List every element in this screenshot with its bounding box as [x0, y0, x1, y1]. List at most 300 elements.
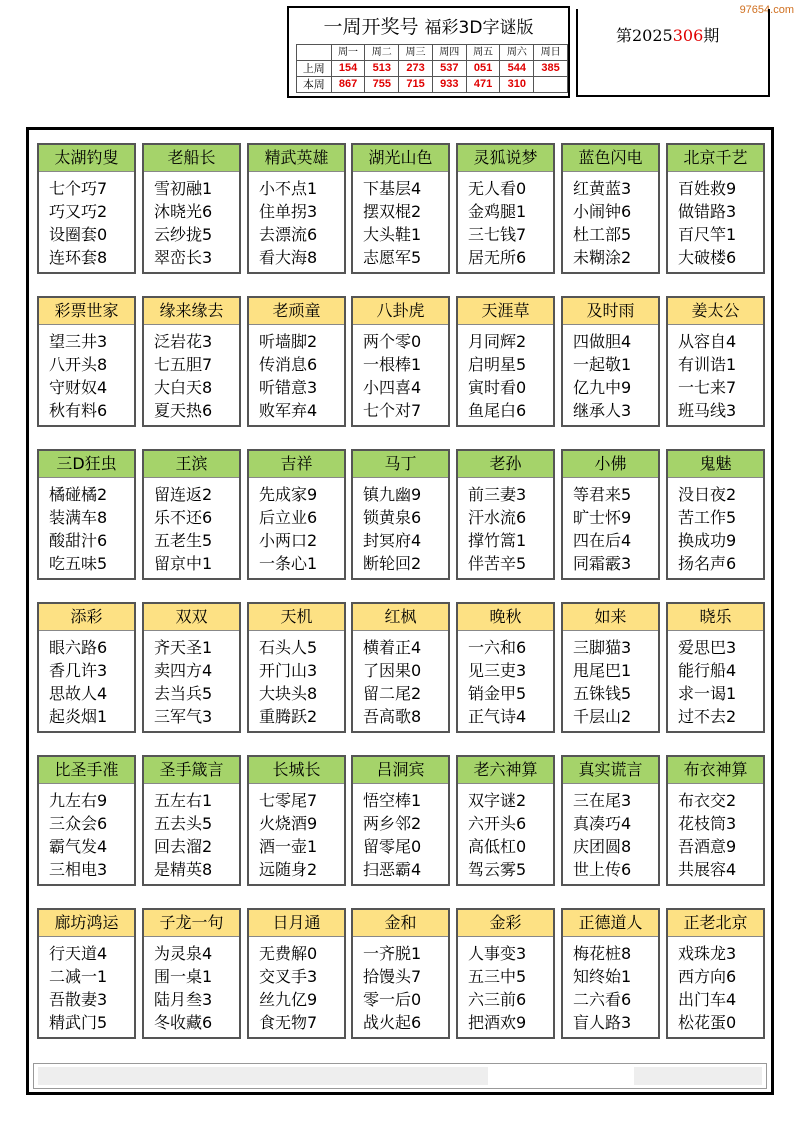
riddle-card [37, 602, 136, 733]
card-author-name: 金彩 [458, 910, 553, 937]
card-clue: 双字谜2 [468, 791, 527, 810]
card-clue: 行天道4 [49, 944, 108, 963]
card-clue: 去当兵5 [154, 684, 213, 703]
riddle-card [456, 296, 555, 427]
card-clue: 冬收藏6 [154, 1013, 213, 1032]
riddle-card [561, 908, 660, 1039]
card-clue-list [39, 631, 134, 728]
card-clue: 断轮回2 [363, 554, 422, 573]
card-clue: 正气诗4 [468, 707, 527, 726]
site-watermark: 97654.com [739, 4, 794, 16]
card-clue: 二减一1 [49, 967, 108, 986]
card-clue: 真凑巧4 [573, 814, 632, 833]
card-clue-list [144, 631, 239, 728]
card-clue-list [353, 478, 448, 575]
card-clue-list [353, 325, 448, 422]
card-clue-list [353, 172, 448, 269]
card-author-name: 长城长 [249, 757, 344, 784]
card-clue: 千层山2 [573, 707, 632, 726]
card-clue: 苦工作5 [678, 508, 737, 527]
card-author-name: 双双 [144, 604, 239, 631]
card-clue: 未糊涂2 [573, 248, 632, 267]
card-clue: 杜工部5 [573, 225, 632, 244]
card-clue: 五去头5 [154, 814, 213, 833]
draw-number: 715 [399, 77, 433, 93]
draw-number: 154 [331, 61, 365, 77]
header-title [289, 12, 568, 39]
day-header: 周日 [534, 45, 568, 61]
card-clue: 吃五味5 [49, 554, 108, 573]
card-author-name: 真实谎言 [563, 757, 658, 784]
header-subtitle: 福彩3D字谜版 [424, 18, 534, 38]
card-clue: 围一桌1 [154, 967, 213, 986]
card-clue-list [458, 172, 553, 269]
riddle-card [666, 449, 765, 580]
card-clue: 大头鞋1 [363, 225, 422, 244]
card-clue: 去漂流6 [259, 225, 318, 244]
card-author-name: 子龙一句 [144, 910, 239, 937]
card-clue: 红黄蓝3 [573, 179, 632, 198]
card-clue: 交叉手3 [259, 967, 318, 986]
riddle-card [351, 602, 450, 733]
card-clue: 松花蛋0 [678, 1013, 737, 1032]
card-clue: 留京中1 [154, 554, 213, 573]
card-clue: 丝九亿9 [259, 990, 318, 1009]
card-clue: 回去溜2 [154, 837, 213, 856]
issue-label [616, 23, 719, 46]
card-clue-list [249, 937, 344, 1034]
card-clue: 听墙脚2 [259, 332, 318, 351]
header-main-title: 一周开奖号 [323, 16, 419, 38]
card-clue-list [144, 172, 239, 269]
riddle-card [666, 143, 765, 274]
card-clue-list [563, 937, 658, 1034]
card-author-name: 缘来缘去 [144, 298, 239, 325]
issue-number-box [576, 9, 770, 97]
card-clue-list [563, 784, 658, 881]
card-clue-list [249, 631, 344, 728]
card-clue: 百尺竿1 [678, 225, 737, 244]
card-clue: 摆双棍2 [363, 202, 422, 221]
card-clue-list [563, 631, 658, 728]
card-author-name: 彩票世家 [39, 298, 134, 325]
card-clue: 班马线3 [678, 401, 737, 420]
riddle-card [456, 449, 555, 580]
card-clue: 大块头8 [259, 684, 318, 703]
card-clue: 香几许3 [49, 661, 108, 680]
card-author-name: 马丁 [353, 451, 448, 478]
row-label: 上周 [297, 61, 332, 77]
card-clue: 吾酒意9 [678, 837, 737, 856]
last-week-row [297, 61, 568, 77]
card-clue: 五铢钱5 [573, 684, 632, 703]
card-clue: 是精英8 [154, 860, 213, 879]
draw-number: 273 [399, 61, 433, 77]
card-clue: 眼六路6 [49, 638, 108, 657]
card-clue: 住单拐3 [259, 202, 318, 221]
card-clue: 战火起6 [363, 1013, 422, 1032]
card-clue: 封冥府4 [363, 531, 422, 550]
day-header: 周五 [466, 45, 500, 61]
card-clue: 有训诰1 [678, 355, 737, 374]
riddle-card [666, 296, 765, 427]
card-clue: 爱思巴3 [678, 638, 737, 657]
card-clue-list [458, 937, 553, 1034]
issue-prefix: 第2025 [616, 26, 673, 45]
card-clue-list [39, 937, 134, 1034]
day-header: 周六 [500, 45, 534, 61]
card-clue: 一根棒1 [363, 355, 422, 374]
card-clue: 橘碰橘2 [49, 485, 108, 504]
card-clue: 继承人3 [573, 401, 632, 420]
card-clue-list [668, 325, 763, 422]
card-clue-list [668, 784, 763, 881]
day-header: 周二 [365, 45, 399, 61]
card-author-name: 布衣神算 [668, 757, 763, 784]
card-author-name: 湖光山色 [353, 145, 448, 172]
card-author-name: 比圣手准 [39, 757, 134, 784]
card-clue-list [144, 784, 239, 881]
card-clue: 五左右1 [154, 791, 213, 810]
card-author-name: 吕洞宾 [353, 757, 448, 784]
footer-right-block [634, 1067, 762, 1085]
card-clue: 设圈套0 [49, 225, 108, 244]
card-clue: 做错路3 [678, 202, 737, 221]
draw-number: 537 [432, 61, 466, 77]
card-author-name: 添彩 [39, 604, 134, 631]
card-clue: 七零尾7 [259, 791, 318, 810]
card-author-name: 老顽童 [249, 298, 344, 325]
card-clue: 听错意3 [259, 378, 318, 397]
card-clue-list [563, 325, 658, 422]
day-header: 周四 [432, 45, 466, 61]
card-clue: 三脚猫3 [573, 638, 632, 657]
card-clue: 卖四方4 [154, 661, 213, 680]
card-author-name: 蓝色闪电 [563, 145, 658, 172]
card-clue: 等君来5 [573, 485, 632, 504]
card-author-name: 如来 [563, 604, 658, 631]
card-author-name: 王滨 [144, 451, 239, 478]
card-clue-list [563, 172, 658, 269]
riddle-card [666, 755, 765, 886]
card-clue: 无人看0 [468, 179, 527, 198]
card-clue: 扬名声6 [678, 554, 737, 573]
card-clue: 月同辉2 [468, 332, 527, 351]
card-clue-list [668, 937, 763, 1034]
card-clue: 四在后4 [573, 531, 632, 550]
card-clue: 酒一壶1 [259, 837, 318, 856]
card-clue: 鱼尾白6 [468, 401, 527, 420]
card-clue-list [39, 172, 134, 269]
card-clue: 七个巧7 [49, 179, 108, 198]
card-clue: 出门车4 [678, 990, 737, 1009]
card-clue: 销金甲5 [468, 684, 527, 703]
card-clue: 三七钱7 [468, 225, 527, 244]
card-clue: 把酒欢9 [468, 1013, 527, 1032]
card-clue: 高低杠0 [468, 837, 527, 856]
card-clue: 启明星5 [468, 355, 527, 374]
riddle-card [351, 908, 450, 1039]
issue-number: 306 [672, 26, 704, 45]
card-clue-list [39, 325, 134, 422]
card-clue: 乐不还6 [154, 508, 213, 527]
card-clue: 过不去2 [678, 707, 737, 726]
draw-number: 310 [500, 77, 534, 93]
card-clue: 镇九幽9 [363, 485, 422, 504]
card-clue-list [39, 784, 134, 881]
card-clue: 盲人路3 [573, 1013, 632, 1032]
card-clue-list [249, 784, 344, 881]
card-clue: 知终始1 [573, 967, 632, 986]
draw-number: 933 [432, 77, 466, 93]
card-author-name: 吉祥 [249, 451, 344, 478]
day-header: 周三 [399, 45, 433, 61]
card-clue: 石头人5 [259, 638, 318, 657]
card-clue: 大白天8 [154, 378, 213, 397]
card-author-name: 老六神算 [458, 757, 553, 784]
card-clue: 六开头6 [468, 814, 527, 833]
card-clue-list [563, 478, 658, 575]
riddle-card [247, 602, 346, 733]
riddle-card [561, 449, 660, 580]
card-clue: 泛岩花3 [154, 332, 213, 351]
draw-number: 755 [365, 77, 399, 93]
row-label: 本周 [297, 77, 332, 93]
card-clue: 换成功9 [678, 531, 737, 550]
riddle-card [456, 602, 555, 733]
card-clue: 两乡邻2 [363, 814, 422, 833]
card-clue: 亿九中9 [573, 378, 632, 397]
card-clue: 一条心1 [259, 554, 318, 573]
card-clue: 前三妻3 [468, 485, 527, 504]
card-clue: 为灵泉4 [154, 944, 213, 963]
draw-number: 385 [534, 61, 568, 77]
card-clue: 戏珠龙3 [678, 944, 737, 963]
card-clue-list [353, 784, 448, 881]
card-clue: 百姓救9 [678, 179, 737, 198]
card-author-name: 太湖钓叟 [39, 145, 134, 172]
riddle-card [142, 755, 241, 886]
riddle-card [142, 296, 241, 427]
card-author-name: 及时雨 [563, 298, 658, 325]
card-clue: 见三吏3 [468, 661, 527, 680]
card-clue: 撑竹篙1 [468, 531, 527, 550]
card-clue: 沐晓光6 [154, 202, 213, 221]
card-clue: 霸气发4 [49, 837, 108, 856]
draw-number: 051 [466, 61, 500, 77]
card-clue: 重腾跃2 [259, 707, 318, 726]
riddle-card [37, 449, 136, 580]
card-clue: 齐天圣1 [154, 638, 213, 657]
riddle-card [351, 296, 450, 427]
card-clue: 留零尾0 [363, 837, 422, 856]
card-clue: 了因果0 [363, 661, 422, 680]
riddle-card [142, 143, 241, 274]
card-clue: 留二尾2 [363, 684, 422, 703]
card-clue-list [249, 325, 344, 422]
riddle-card [247, 755, 346, 886]
card-clue: 庆团圆8 [573, 837, 632, 856]
card-author-name: 姜太公 [668, 298, 763, 325]
riddle-card [247, 296, 346, 427]
card-clue: 大破楼6 [678, 248, 737, 267]
card-author-name: 鬼魅 [668, 451, 763, 478]
card-clue: 无费解0 [259, 944, 318, 963]
card-clue-list [144, 325, 239, 422]
card-clue: 翠峦长3 [154, 248, 213, 267]
card-clue: 小不点1 [259, 179, 318, 198]
card-clue: 连环套8 [49, 248, 108, 267]
card-clue: 传消息6 [259, 355, 318, 374]
card-clue: 寅时看0 [468, 378, 527, 397]
card-clue: 三众会6 [49, 814, 108, 833]
card-author-name: 三D狂虫 [39, 451, 134, 478]
riddle-card [351, 755, 450, 886]
card-clue: 思故人4 [49, 684, 108, 703]
corner-cell [297, 45, 332, 61]
card-clue: 云纱拢5 [154, 225, 213, 244]
card-clue: 五老生5 [154, 531, 213, 550]
card-author-name: 老孙 [458, 451, 553, 478]
card-clue: 吾散妻3 [49, 990, 108, 1009]
this-week-row [297, 77, 568, 93]
card-clue-list [668, 172, 763, 269]
card-clue: 起炎烟1 [49, 707, 108, 726]
card-clue: 守财奴4 [49, 378, 108, 397]
card-clue-list [458, 325, 553, 422]
card-clue: 看大海8 [259, 248, 318, 267]
card-clue: 志愿军5 [363, 248, 422, 267]
table-header-row [297, 45, 568, 61]
card-clue-list [249, 478, 344, 575]
riddle-card [666, 602, 765, 733]
card-author-name: 日月通 [249, 910, 344, 937]
card-author-name: 小佛 [563, 451, 658, 478]
issue-suffix: 期 [703, 26, 720, 45]
draw-number: 513 [365, 61, 399, 77]
card-clue: 布衣交2 [678, 791, 737, 810]
card-clue: 下基层4 [363, 179, 422, 198]
card-clue: 一七来7 [678, 378, 737, 397]
card-clue: 金鸡腿1 [468, 202, 527, 221]
footer-bar [33, 1063, 767, 1089]
riddle-card [37, 755, 136, 886]
card-clue: 六三前6 [468, 990, 527, 1009]
card-clue: 陆月叁3 [154, 990, 213, 1009]
riddle-grid [26, 127, 774, 1095]
card-clue: 开门山3 [259, 661, 318, 680]
draw-results-table [296, 44, 568, 93]
card-clue: 三在尾3 [573, 791, 632, 810]
card-clue: 三相电3 [49, 860, 108, 879]
card-author-name: 天涯草 [458, 298, 553, 325]
card-clue: 小闹钟6 [573, 202, 632, 221]
card-author-name: 晓乐 [668, 604, 763, 631]
riddle-card [37, 296, 136, 427]
card-clue: 火烧酒9 [259, 814, 318, 833]
card-clue: 共展容4 [678, 860, 737, 879]
card-clue: 远随身2 [259, 860, 318, 879]
footer-left-block [38, 1067, 488, 1085]
weekly-draw-header [287, 6, 570, 98]
riddle-card [456, 755, 555, 886]
card-clue-list [39, 478, 134, 575]
card-clue: 先成家9 [259, 485, 318, 504]
card-clue: 伴苦辛5 [468, 554, 527, 573]
card-clue: 食无物7 [259, 1013, 318, 1032]
card-clue-list [458, 631, 553, 728]
card-clue: 雪初融1 [154, 179, 213, 198]
card-clue: 甩尾巴1 [573, 661, 632, 680]
card-clue: 扫恶霸4 [363, 860, 422, 879]
card-clue: 汗水流6 [468, 508, 527, 527]
riddle-card [561, 296, 660, 427]
riddle-card [351, 143, 450, 274]
card-clue: 零一后0 [363, 990, 422, 1009]
riddle-card [561, 143, 660, 274]
card-clue: 七个对7 [363, 401, 422, 420]
card-author-name: 金和 [353, 910, 448, 937]
riddle-card [37, 908, 136, 1039]
card-clue: 居无所6 [468, 248, 527, 267]
card-clue: 求一谒1 [678, 684, 737, 703]
card-clue: 拾馒头7 [363, 967, 422, 986]
card-clue: 人事变3 [468, 944, 527, 963]
card-clue-list [458, 478, 553, 575]
card-clue: 西方向6 [678, 967, 737, 986]
card-clue: 吾高歌8 [363, 707, 422, 726]
card-clue: 九左右9 [49, 791, 108, 810]
card-clue-list [668, 631, 763, 728]
card-clue: 三军气3 [154, 707, 213, 726]
draw-number: 471 [466, 77, 500, 93]
card-clue-list [353, 631, 448, 728]
card-clue: 巧又巧2 [49, 202, 108, 221]
card-clue: 花枝筒3 [678, 814, 737, 833]
card-author-name: 老船长 [144, 145, 239, 172]
riddle-card [456, 908, 555, 1039]
draw-number: 544 [500, 61, 534, 77]
riddle-card [247, 449, 346, 580]
card-author-name: 北京千艺 [668, 145, 763, 172]
card-clue: 装满车8 [49, 508, 108, 527]
card-clue: 从容自4 [678, 332, 737, 351]
card-clue: 四做胆4 [573, 332, 632, 351]
card-clue: 五三中5 [468, 967, 527, 986]
card-clue: 败军弃4 [259, 401, 318, 420]
riddle-card [456, 143, 555, 274]
card-clue: 锁黄泉6 [363, 508, 422, 527]
card-author-name: 天机 [249, 604, 344, 631]
draw-number: 867 [331, 77, 365, 93]
card-clue: 悟空棒1 [363, 791, 422, 810]
riddle-card [561, 755, 660, 886]
card-clue: 留连返2 [154, 485, 213, 504]
card-clue: 望三井3 [49, 332, 108, 351]
card-clue-list [144, 478, 239, 575]
card-clue: 秋有料6 [49, 401, 108, 420]
card-author-name: 精武英雄 [249, 145, 344, 172]
card-clue: 能行船4 [678, 661, 737, 680]
card-clue: 酸甜汁6 [49, 531, 108, 550]
card-clue: 世上传6 [573, 860, 632, 879]
riddle-card [351, 449, 450, 580]
riddle-card [142, 908, 241, 1039]
card-clue: 二六看6 [573, 990, 632, 1009]
riddle-card [666, 908, 765, 1039]
card-author-name: 廊坊鸿运 [39, 910, 134, 937]
card-clue: 梅花桩8 [573, 944, 632, 963]
